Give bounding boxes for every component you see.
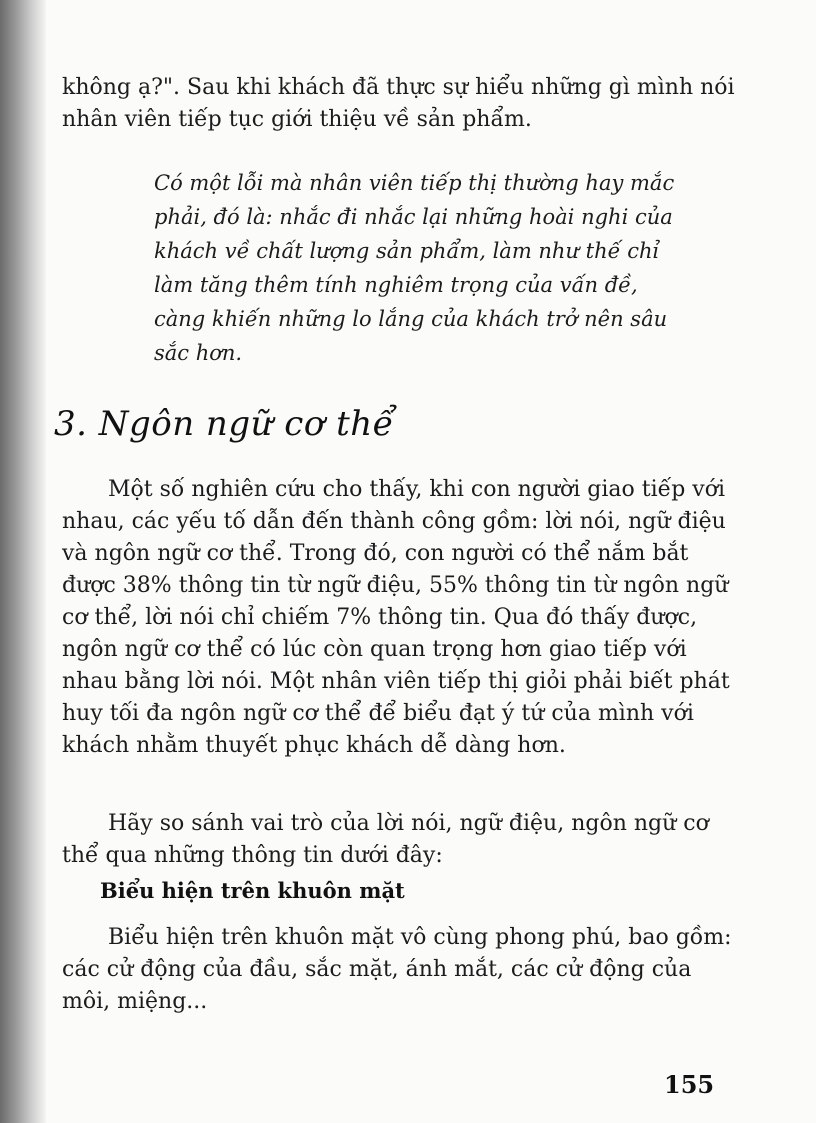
subheading: Biểu hiện trên khuôn mặt [100,878,405,903]
quote-paragraph [154,166,694,370]
binding-shadow [0,0,46,1123]
body-text-3: Biểu hiện trên khuôn mặt vô cùng phong phú, bao gồm: các cử động của đầu, sắc mặt, ánh mắt, các cử động của môi, miệng... [62,925,732,1014]
section-title: 3. Ngôn ngữ cơ thể [54,404,395,444]
body-text-2: Hãy so sánh vai trò của lời nói, ngữ điệu, ngôn ngữ cơ thể qua những thông tin dưới đây: [62,811,709,868]
intro-text: không ạ?". Sau khi khách đã thực sự hiểu những gì mình nói nhân viên tiếp tục giới thiệu về sản phẩm. [62,75,735,132]
body-paragraph-3 [62,922,738,1018]
body-paragraph-2 [62,808,738,872]
body-text-1: Một số nghiên cứu cho thấy, khi con người giao tiếp với nhau, các yếu tố dẫn đến thành công gồm: lời nói, ngữ điệu và ngôn ngữ cơ thể. Trong đó, con người có thể nắm bắt được 38% thông tin từ ngữ điệu, 55% thông tin từ ngôn ngữ cơ thể, lời nói chỉ chiếm 7% thông tin. Qua đó thấy được, ngôn ngữ cơ thể có lúc còn quan trọng hơn giao tiếp với nhau bằng lời nói. Một nhân viên tiếp thị giỏi phải biết phát huy tối đa ngôn ngữ cơ thể để biểu đạt ý tứ của mình với khách nhằm thuyết phục khách dễ dàng hơn. [62,477,730,758]
page-number: 155 [664,1070,715,1099]
intro-paragraph [62,72,738,136]
body-paragraph-1 [62,474,738,762]
quote-text: Có một lỗi mà nhân viên tiếp thị thường hay mắc phải, đó là: nhắc đi nhắc lại những hoài nghi của khách về chất lượng sản phẩm, làm như thế chỉ làm tăng thêm tính nghiêm trọng của vấn đề, càng khiến những lo lắng của khách trở nên sâu sắc hơn. [154,171,675,365]
